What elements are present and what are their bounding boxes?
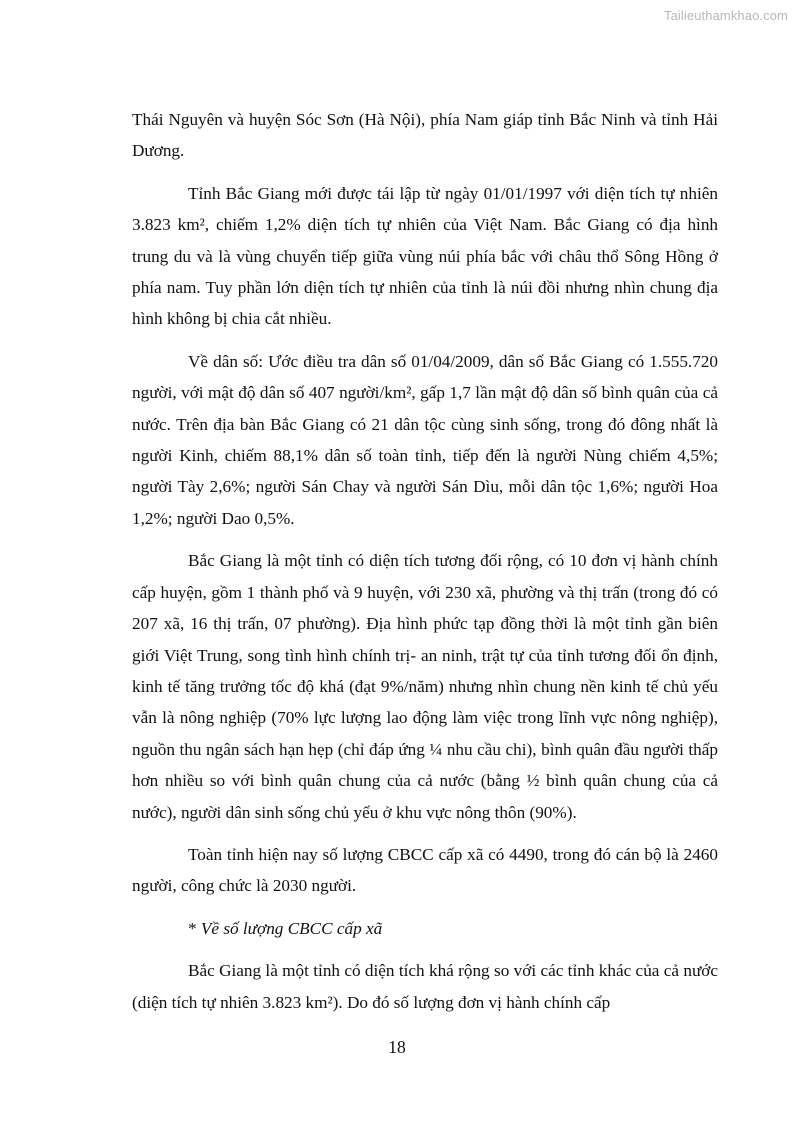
document-body	[132, 104, 718, 1029]
paragraph-cbcc-total: Toàn tỉnh hiện nay số lượng CBCC cấp xã có 4490, trong đó cán bộ là 2460 người, công chức là 2030 người.	[132, 844, 718, 896]
subheading-bullet: *	[188, 918, 201, 938]
paragraph-final: Bắc Giang là một tỉnh có diện tích khá rộng so với các tỉnh khác của cả nước (diện tích tự nhiên 3.823 km²). Do đó số lượng đơn vị hành chính cấp	[132, 961, 718, 1012]
subheading-text: Về số lượng CBCC cấp xã	[200, 918, 383, 938]
paragraph-continuation: Thái Nguyên và huyện Sóc Sơn (Hà Nội), phía Nam giáp tỉnh Bắc Ninh và tỉnh Hải Dương.	[132, 110, 718, 161]
page-number: 18	[388, 1037, 406, 1057]
watermark: Tailieuthamkhao.com	[663, 8, 788, 23]
section-subheading	[132, 913, 718, 944]
paragraph-population: Về dân số: Ước điều tra dân số 01/04/2009, dân số Bắc Giang có 1.555.720 người, với mật độ dân số 407 người/km², gấp 1,7 lần mật độ dân số bình quân của cả nước. Trên địa bàn Bắc Giang có 21 dân tộc cùng sinh sống, trong đó đông nhất là người Kinh, chiếm 88,1% dân số toàn tỉnh, tiếp đến là người Nùng chiếm 4,5%; người Tày 2,6%; người Sán Chay và người Sán Dìu, mỗi dân tộc 1,6%; người Hoa 1,2%; người Dao 0,5%.	[132, 351, 718, 528]
paragraph-administration: Bắc Giang là một tỉnh có diện tích tương đối rộng, có 10 đơn vị hành chính cấp huyện, gồm 1 thành phố và 9 huyện, với 230 xã, phường và thị trấn (trong đó có 207 xã, 16 thị trấn, 07 phường). Địa hình phức tạp đồng thời là một tỉnh gần biên giới Việt Trung, song tình hình chính trị- an ninh, trật tự của tỉnh tương đối ổn định, kinh tế tăng trưởng tốc độ khá (đạt 9%/năm) nhưng nhìn chung nền kinh tế chủ yếu vẫn là nông nghiệp (70% lực lượng lao động làm việc trong lĩnh vực nông nghiệp), nguồn thu ngân sách hạn hẹp (chỉ đáp ứng ¼ nhu cầu chi), bình quân đầu người thấp hơn nhiều so với bình quân chung của cả nước (bằng ½ bình quân chung của cả nước), người dân sinh sống chủ yếu ở khu vực nông thôn (90%).	[132, 551, 718, 822]
paragraph-area: Tỉnh Bắc Giang mới được tái lập từ ngày 01/01/1997 với diện tích tự nhiên 3.823 km², chiếm 1,2% diện tích tự nhiên của Việt Nam. Bắc Giang có địa hình trung du và là vùng chuyển tiếp giữa vùng núi phía bắc với châu thổ Sông Hồng ở phía nam. Tuy phần lớn diện tích tự nhiên của tỉnh là núi đồi nhưng nhìn chung địa hình không bị chia cắt nhiều.	[132, 183, 718, 329]
